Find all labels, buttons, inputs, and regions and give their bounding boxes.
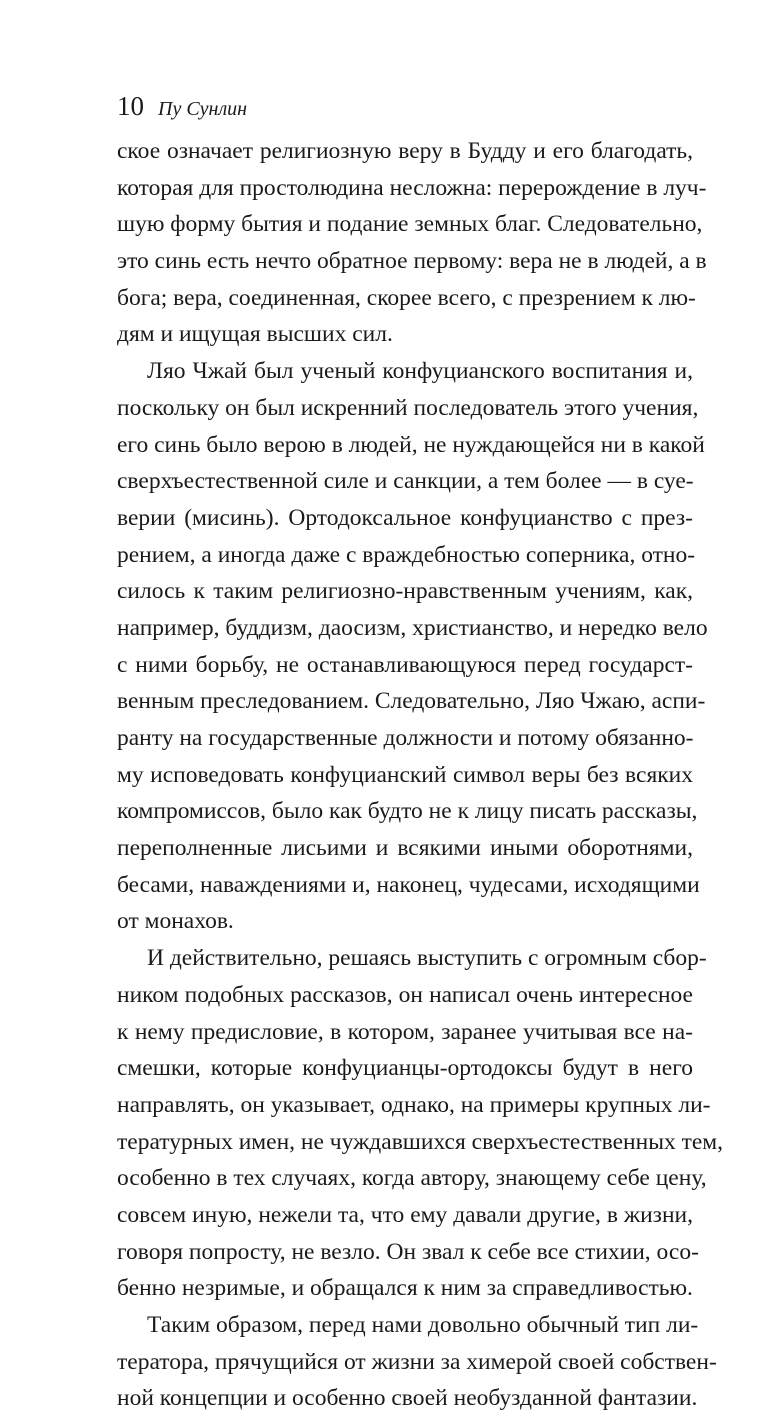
text-line: поскольку он был искренний последователь этого учения,: [117, 394, 699, 421]
text-line: верии (мисинь). Ортодоксальное конфуцианство с през-: [117, 504, 693, 531]
page-number: 10: [117, 91, 144, 121]
text-line: которая для простолюдина несложна: перерождение в луч-: [117, 174, 707, 201]
paragraph-3: [117, 940, 724, 1307]
text-line: бесами, наваждениями и, наконец, чудесами, исходящими: [117, 871, 700, 898]
text-line: Ляо Чжай был ученый конфуцианского воспитания и,: [147, 358, 693, 385]
text-line: ранту на государственные должности и потому обязанно-: [117, 725, 694, 751]
text-line: его синь было верою в людей, не нуждающейся ни в какой: [117, 431, 705, 458]
text-line: с ними борьбу, не останавливающуюся перед государст-: [117, 651, 693, 678]
text-line: ником подобных рассказов, он написал очень интересное: [117, 981, 693, 1008]
text-line: ной концепции и особенно своей необузданной фантазии.: [117, 1385, 698, 1412]
text-line: силось к таким религиозно-нравственным учениям, как,: [117, 578, 693, 605]
body-text: [117, 133, 724, 1417]
text-line: говоря попросту, не везло. Он звал к себе все стихии, осо-: [117, 1238, 699, 1265]
text-line: дям и ищущая высших сил.: [117, 321, 393, 348]
text-line: к нему предисловие, в котором, заранее учитывая все на-: [117, 1018, 693, 1045]
paragraph-1: [117, 133, 707, 353]
text-line: му исповедовать конфуцианский символ веры без всяких: [117, 761, 693, 788]
text-line: это синь есть нечто обратное первому: вера не в людей, а в: [117, 248, 707, 275]
text-line: шую форму бытия и подание земных благ. Следовательно,: [117, 211, 703, 238]
text-line: компромиссов, было как будто не к лицу писать рассказы,: [117, 798, 698, 825]
text-line: особенно в тех случаях, когда автору, знающему себе цену,: [117, 1165, 707, 1192]
text-line: совсем иную, нежели та, что ему давали другие, в жизни,: [117, 1201, 693, 1228]
text-line: рением, а иногда даже с враждебностью соперника, отно-: [117, 541, 696, 568]
text-line: ское означает религиозную веру в Будду и его благодать,: [117, 138, 693, 164]
text-line: например, буддизм, даосизм, христианство, и нередко вело: [117, 614, 708, 641]
text-line: сверхъестественной силе и санкции, а тем более — в суе-: [117, 468, 694, 495]
text-line: венным преследованием. Следовательно, Ляо Чжаю, аспи-: [117, 688, 706, 715]
paragraph-2: [117, 353, 708, 940]
text-line: Таким образом, перед нами довольно обычный тип ли-: [147, 1312, 699, 1338]
text-line: от монахов.: [117, 908, 234, 935]
text-line: направлять, он указывает, однако, на примеры крупных ли-: [117, 1091, 711, 1118]
text-line: тератора, прячущийся от жизни за химерой своей собствен-: [117, 1348, 717, 1375]
running-title: Пу Сунлин: [158, 98, 248, 120]
text-line: бога; вера, соединенная, скорее всего, с презрением к лю-: [117, 284, 696, 311]
text-line: тературных имен, не чуждавшихся сверхъестественных тем,: [117, 1128, 724, 1155]
text-line: И действительно, решаясь выступить с огромным сбор-: [147, 945, 707, 972]
paragraph-4: [117, 1307, 717, 1417]
text-line: бенно незримые, и обращался к ним за справедливостью.: [117, 1275, 693, 1302]
text-line: переполненные лисьими и всякими иными оборотнями,: [117, 835, 693, 862]
running-head: [117, 88, 247, 124]
text-line: смешки, которые конфуцианцы-ортодоксы будут в него: [117, 1055, 693, 1082]
